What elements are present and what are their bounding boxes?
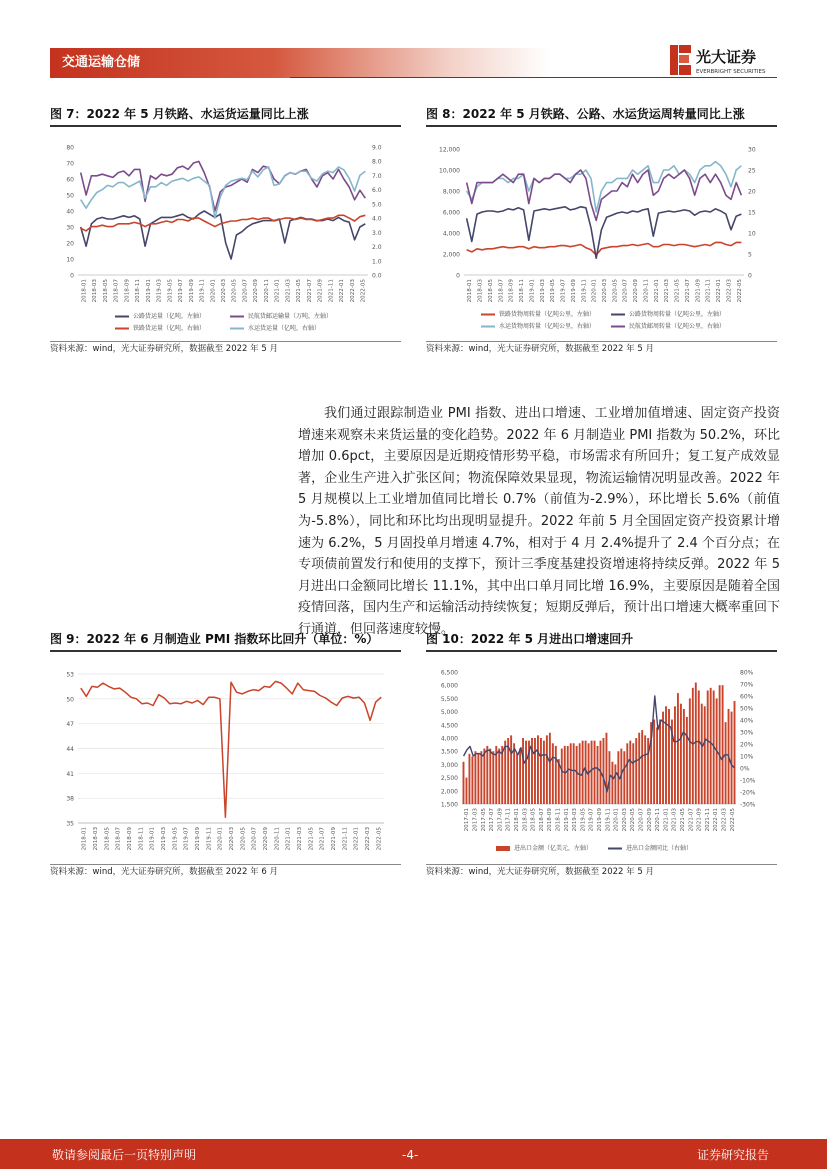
fig7-xtick: 2018-11 [135,279,142,303]
fig10-xtick: 2017-07 [489,808,496,832]
fig8-ytick-left: 4,000 [442,230,460,238]
fig10-xtick: 2021-07 [688,808,695,832]
fig8-xtick: 2021-03 [664,279,671,303]
fig10-xtick: 2018-05 [530,808,537,832]
fig7-xtick: 2020-03 [221,279,227,303]
fig8-xtick: 2019-07 [560,279,567,303]
fig9-ytick-left: 35 [66,820,74,828]
fig10-bar [468,754,470,804]
fig9-xtick: 2020-03 [229,827,235,851]
fig10-bar [525,741,527,804]
fig10-xtick: 2017-01 [464,808,471,832]
fig10-bar [519,749,521,804]
fig10-bar [471,756,473,804]
fig8-xtick: 2022-03 [726,279,733,303]
fig10-bar [731,712,733,804]
fig7-ytick-left: 60 [66,176,74,184]
fig7-ytick-right: 2.0 [372,244,382,252]
fig10-xtick: 2021-03 [671,808,678,832]
fig10-bar [662,712,664,804]
fig7-ytick-left: 70 [66,160,74,168]
fig10-bar [629,741,631,804]
fig7-ytick-right: 5.0 [372,201,382,209]
fig10-bar [591,741,593,804]
fig9-xtick: 2018-03 [93,827,99,851]
fig9-xtick: 2022-03 [365,827,371,851]
fig7-ytick-right: 0.0 [372,272,382,280]
fig10-bar [522,738,524,804]
fig10-bar [680,704,682,804]
fig7-xtick: 2019-05 [167,279,174,303]
fig10-xtick: 2018-01 [513,808,520,832]
fig9-xtick: 2021-05 [308,827,315,851]
fig10-bar [498,749,500,804]
fig8-xtick: 2020-05 [612,279,619,303]
fig9-xtick: 2021-01 [285,827,292,851]
fig8-xtick: 2022-01 [716,279,723,303]
fig10-bar [573,743,575,804]
fig10-ytick-right: 40% [740,717,754,725]
logo-subtitle: EVERBRIGHT SECURITIES [696,69,766,75]
fig10-bar [483,749,485,804]
fig9-xtick: 2019-11 [206,827,213,851]
fig7-xtick: 2022-01 [339,279,346,303]
fig8-xtick: 2018-05 [487,279,494,303]
fig10-ytick-left: 1,500 [440,801,458,809]
fig10-xtick: 2019-05 [580,808,587,832]
fig8-series-line-3 [467,170,742,220]
fig9-ytick-left: 50 [66,696,74,704]
fig9-xtick: 2019-07 [183,827,190,851]
fig8-ytick-left: 6,000 [442,209,460,217]
fig10-xtick: 2020-07 [638,808,645,832]
fig7-xtick: 2022-03 [349,279,356,303]
fig10-bar [683,709,685,804]
fig9-xtick: 2021-03 [297,827,303,851]
fig8-xtick: 2020-11 [643,279,650,303]
fig8-xtick: 2019-03 [539,279,546,303]
fig9-xtick: 2020-11 [274,827,281,851]
fig7-caption: 图 7：2022 年 5 月铁路、水运货运量同比上涨 [50,107,309,121]
fig10-source: 资料来源：wind，光大证券研究所，数据截至 2022 年 5 月 [426,867,654,877]
fig7-xtick: 2019-01 [145,279,152,303]
fig9-xtick: 2019-05 [172,827,179,851]
fig10-bar [686,717,688,804]
fig10-ytick-right: 70% [740,681,754,689]
logo-name: 光大证券 [696,48,757,66]
fig10-bar [540,738,542,804]
fig9-series-line-0 [81,681,381,817]
fig10-bar [513,743,515,804]
fig9-xtick: 2020-01 [217,827,224,851]
fig10-ytick-right: 20% [740,741,754,749]
fig8-xtick: 2021-05 [674,279,681,303]
fig7-ytick-left: 80 [66,144,74,152]
fig10-xtick: 2019-09 [597,808,603,832]
fig9-xtick: 2020-05 [240,827,247,851]
fig10-ytick-right: -10% [740,777,756,785]
fig10-bar [722,685,724,804]
fig10-xtick: 2021-09 [696,808,703,832]
fig10-bar [701,704,703,804]
fig8-xtick: 2021-09 [695,279,702,303]
fig10-ytick-left: 5,500 [440,695,458,703]
fig7-legend-label: 水运货运量（亿吨，右轴） [248,325,321,332]
fig8-ytick-right: 10 [748,230,756,238]
fig9-xtick: 2018-11 [138,827,145,851]
footer-page-number: -4- [402,1148,419,1162]
fig10-legend-swatch [496,846,510,851]
fig10-bar [641,730,643,804]
fig10-ytick-right: 30% [740,729,754,737]
fig10-xtick: 2021-01 [663,808,670,832]
fig7-ytick-right: 9.0 [372,144,382,152]
fig7-xtick: 2021-03 [285,279,292,303]
fig10-bar [653,720,655,804]
fig8-legend-label: 民航货邮周转量（亿吨公里，右轴） [629,323,726,330]
fig10-bar [564,746,566,804]
fig8-ytick-right: 30 [748,146,756,154]
fig10-bar [489,749,491,804]
fig10-bar [466,778,468,804]
fig10-xtick: 2020-05 [630,808,637,832]
fig10-legend-label: 进出口金额（亿美元，左轴） [514,845,593,852]
fig10-xtick: 2020-01 [613,808,620,832]
fig8-ytick-left: 0 [456,272,460,280]
fig9-ytick-left: 47 [66,721,74,729]
fig7-ytick-left: 30 [66,224,74,232]
fig10-bar [665,706,667,804]
fig7-ytick-left: 40 [66,208,74,216]
fig10-bar [668,709,670,804]
fig10-bar [546,735,548,804]
fig7-series-line-3 [81,167,366,218]
fig10-xtick: 2021-05 [680,808,687,832]
fig9-xtick: 2019-09 [195,827,201,851]
fig8-xtick: 2020-03 [602,279,608,303]
fig8-caption: 图 8：2022 年 5 月铁路、公路、水运货运周转量同比上涨 [426,107,745,121]
fig10-bar [710,688,712,804]
fig10-bar [614,764,616,804]
fig8-xtick: 2022-05 [736,279,743,303]
fig9-xtick: 2019-01 [149,827,156,851]
fig7-caption-rule [50,125,401,127]
fig10-xtick: 2018-03 [522,808,529,832]
fig10-bar [567,746,569,804]
fig10-bar [638,733,640,804]
fig8-ytick-right: 0 [748,272,752,280]
fig10-bar [626,743,628,804]
fig9-xtick: 2018-09 [127,827,133,851]
fig7-ytick-left: 10 [66,256,74,264]
fig10-ytick-left: 4,000 [440,735,458,743]
fig8-ytick-right: 5 [748,251,752,259]
fig10-ytick-right: 60% [740,693,754,701]
fig8-caption-rule [426,125,777,127]
fig9-source-rule [50,864,401,865]
fig8-xtick: 2018-07 [498,279,505,303]
fig8-legend-label: 水运货物周转量（亿吨公里，右轴） [499,323,596,330]
fig9-xtick: 2020-07 [251,827,258,851]
fig8-xtick: 2021-01 [653,279,660,303]
fig10-xtick: 2019-03 [572,808,579,832]
section-title: 交通运输仓储 [62,55,141,70]
fig10-bar [537,735,539,804]
fig9-chart [50,660,401,862]
fig10-bar [644,735,646,804]
fig7-xtick: 2018-09 [124,279,131,303]
fig9-caption: 图 9：2022 年 6 月制造业 PMI 指数环比回升（单位：%） [50,632,379,646]
fig10-xtick: 2022-01 [713,808,720,832]
fig10-bar [486,746,488,804]
fig10-bar [623,751,625,804]
fig10-bar [534,738,536,804]
fig7-xtick: 2019-09 [188,279,195,303]
fig10-xtick: 2021-11 [704,808,711,832]
body-paragraph: 我们通过跟踪制造业 PMI 指数、进出口增速、工业增加值增速、固定资产投资增速来观察未来货运量的变化趋势。2022 年 6 月制造业 PMI 指数为 50.2%，环比增加 0.6pct，主要原因是近期疫情形势平稳，市场需求有所回升；复工复产成效显著，企业生产进入扩张区间；物流保障效果显现，物流运输情况明显改善。2022 年 5 月规模以上工业增加值同比增长 0.7%（前值为-2.9%），环比增长 5.6%（前值为-5.8%），同比和环比均出现明显提升。2022 年前 5 月全国固定资产投资累计增速为 6.2%，5 月固投单月增速 4.7%，相对于 4 月 2.4%提升了 2.4 个百分点；在专项债前置发行和使用的支撑下，预计三季度基建投资增速将持续反弹。2022 年 5 月进出口金额同比增长 11.1%，其中出口单月同比增 16.9%，主要原因是随着全国疫情回落，国内生产和运输活动持续恢复；短期反弹后，预计出口增速大概率重回下行通道，但回落速度较慢。 [298,406,780,637]
fig10-ytick-left: 4,500 [440,722,458,730]
fig7-xtick: 2021-05 [296,279,303,303]
fig8-ytick-right: 15 [748,209,756,217]
fig10-chart [426,660,777,862]
fig10-ytick-right: -20% [740,789,756,797]
fig8-ytick-left: 8,000 [442,188,460,196]
fig7-source: 资料来源：wind，光大证券研究所，数据截至 2022 年 5 月 [50,344,278,354]
fig10-bar [635,738,637,804]
fig10-ytick-left: 5,000 [440,709,458,717]
fig10-ytick-right: 0% [740,765,750,773]
fig8-source-rule [426,341,777,342]
fig10-bar [692,688,694,804]
fig8-xtick: 2020-07 [622,279,629,303]
fig7-ytick-right: 7.0 [372,172,382,180]
fig10-xtick: 2019-11 [605,808,612,832]
fig7-xtick: 2018-07 [113,279,120,303]
fig10-xtick: 2018-09 [547,808,554,832]
fig10-xtick: 2020-03 [621,808,628,832]
fig8-xtick: 2018-09 [508,279,515,303]
fig10-xtick: 2022-03 [721,808,728,832]
fig10-xtick: 2019-01 [563,808,570,832]
fig7-xtick: 2020-09 [253,279,260,303]
fig10-ytick-right: 80% [740,669,754,677]
fig10-xtick: 2020-09 [646,808,653,832]
fig8-series-line-2 [467,162,742,212]
fig9-xtick: 2018-07 [115,827,122,851]
fig9-xtick: 2021-11 [342,827,349,851]
fig10-xtick: 2017-11 [505,808,512,832]
fig8-xtick: 2021-11 [705,279,712,303]
fig10-xtick: 2019-07 [588,808,595,832]
fig10-ytick-left: 3,000 [440,761,458,769]
fig8-xtick: 2018-03 [477,279,484,303]
fig10-bar [707,690,709,804]
fig10-xtick: 2017-05 [480,808,487,832]
fig8-xtick: 2019-11 [581,279,588,303]
fig8-xtick: 2019-05 [550,279,557,303]
fig9-ytick-left: 53 [66,671,74,679]
fig7-series-line-1 [81,161,366,211]
fig10-xtick: 2017-09 [497,808,504,832]
fig8-source: 资料来源：wind，光大证券研究所，数据截至 2022 年 5 月 [426,344,654,354]
fig10-legend-label: 进出口金额同比（右轴） [626,845,693,852]
fig7-ytick-left: 0 [70,272,74,280]
fig8-xtick: 2020-01 [591,279,598,303]
fig10-bar [492,751,494,804]
fig10-ytick-left: 6,000 [440,682,458,690]
fig10-bar [632,743,634,804]
fig7-ytick-right: 8.0 [372,158,382,166]
fig8-series-line-1 [467,207,742,258]
fig8-xtick: 2018-01 [467,279,474,303]
fig10-bar [719,685,721,804]
fig7-legend-label: 民航货邮运输量（万吨，左轴） [248,313,333,320]
fig10-ytick-left: 6,500 [440,669,458,677]
fig7-xtick: 2021-11 [328,279,335,303]
fig10-bar [725,722,727,804]
fig10-bar [501,746,503,804]
fig10-bar [561,749,563,804]
fig7-xtick: 2021-09 [317,279,324,303]
fig9-xtick: 2022-05 [376,827,383,851]
fig7-chart [50,135,401,340]
fig10-ytick-left: 2,500 [440,775,458,783]
fig10-caption: 图 10：2022 年 5 月进出口增速回升 [426,632,634,646]
fig10-bar [603,738,605,804]
fig9-ytick-left: 41 [66,770,74,778]
fig7-ytick-right: 3.0 [372,229,382,237]
fig7-xtick: 2020-07 [242,279,249,303]
fig8-ytick-right: 20 [748,188,756,196]
fig10-ytick-right: -30% [740,801,756,809]
fig8-ytick-left: 12,000 [439,146,460,154]
fig10-bar [677,693,679,804]
fig8-xtick: 2020-09 [633,279,640,303]
fig7-legend-label: 公路货运量（亿吨，左轴） [133,313,206,320]
fig10-xtick: 2022-05 [729,808,736,832]
logo-mark-icon [668,44,788,78]
fig10-xtick: 2017-03 [472,808,479,832]
fig10-bar [552,743,554,804]
fig10-ytick-left: 2,000 [440,788,458,796]
footer-report-type: 证券研究报告 [697,1148,770,1162]
fig8-xtick: 2021-07 [684,279,691,303]
fig8-ytick-left: 10,000 [439,167,460,175]
fig10-bar [570,743,572,804]
fig8-chart [426,135,777,340]
fig9-xtick: 2022-01 [353,827,360,851]
fig10-bar [474,751,476,804]
fig9-xtick: 2018-05 [104,827,111,851]
fig7-xtick: 2019-03 [156,279,163,303]
fig10-bar [704,706,706,804]
fig10-ytick-left: 3,500 [440,748,458,756]
fig10-bar [549,733,551,804]
fig9-xtick: 2019-03 [161,827,167,851]
fig7-xtick: 2021-01 [274,279,281,303]
fig8-legend-label: 公路货物周转量（亿吨公里，左轴） [629,311,726,318]
fig8-ytick-right: 25 [748,167,756,175]
fig10-bar [734,701,736,804]
fig10-xtick: 2018-11 [555,808,562,832]
fig9-caption-rule [50,650,401,652]
footer-disclaimer: 敬请参阅最后一页特别声明 [52,1148,197,1162]
fig9-ytick-left: 38 [66,795,74,803]
fig9-source: 资料来源：wind，光大证券研究所，数据截至 2022 年 6 月 [50,867,278,877]
fig7-xtick: 2018-01 [81,279,88,303]
fig10-bar [656,727,658,804]
fig10-xtick: 2018-07 [538,808,545,832]
fig10-bar [516,754,518,804]
fig10-bar [689,698,691,804]
fig10-ytick-right: 50% [740,705,754,713]
fig10-bar [674,706,676,804]
fig10-bar [504,741,506,804]
fig10-bar [555,746,557,804]
fig10-xtick: 2020-11 [655,808,662,832]
fig8-series-line-0 [467,242,742,255]
fig7-xtick: 2020-11 [263,279,270,303]
fig7-xtick: 2021-07 [306,279,313,303]
fig10-bar [698,690,700,804]
fig7-ytick-left: 50 [66,192,74,200]
fig7-source-rule [50,341,401,342]
fig10-ytick-right: 10% [740,753,754,761]
fig10-bar [463,762,465,804]
fig9-xtick: 2021-07 [319,827,326,851]
fig8-ytick-left: 2,000 [442,251,460,259]
fig10-bar [543,741,545,804]
fig10-bar [480,751,482,804]
fig7-ytick-left: 20 [66,240,74,248]
fig7-xtick: 2020-01 [210,279,217,303]
fig7-series-line-0 [81,211,366,259]
fig10-series-line-1 [464,696,735,792]
fig7-xtick: 2020-05 [231,279,238,303]
fig8-xtick: 2019-09 [570,279,577,303]
fig10-source-rule [426,864,777,865]
fig9-xtick: 2018-01 [81,827,88,851]
fig7-legend-label: 铁路货运量（亿吨，右轴） [133,325,206,332]
fig8-xtick: 2018-11 [519,279,526,303]
fig10-caption-rule [426,650,777,652]
fig9-ytick-left: 44 [66,746,74,753]
fig10-bar [594,741,596,804]
fig10-bar [597,746,599,804]
fig10-bar [659,720,661,804]
fig7-xtick: 2019-07 [178,279,185,303]
fig10-bar [576,746,578,804]
fig7-ytick-right: 4.0 [372,215,382,223]
fig8-legend-label: 铁路货物周转量（亿吨公里，左轴） [499,311,596,318]
fig10-bar [611,762,613,804]
fig10-bar [510,735,512,804]
fig10-bar [605,733,607,804]
fig7-xtick: 2022-05 [360,279,367,303]
fig7-xtick: 2018-03 [92,279,99,303]
fig10-bar [477,754,479,804]
fig7-ytick-right: 1.0 [372,258,382,266]
fig7-xtick: 2019-11 [199,279,206,303]
company-logo [668,44,788,78]
fig7-ytick-right: 6.0 [372,187,382,195]
fig9-xtick: 2020-09 [263,827,269,851]
fig8-xtick: 2019-01 [529,279,536,303]
fig9-xtick: 2021-09 [331,827,337,851]
fig7-xtick: 2018-05 [102,279,109,303]
